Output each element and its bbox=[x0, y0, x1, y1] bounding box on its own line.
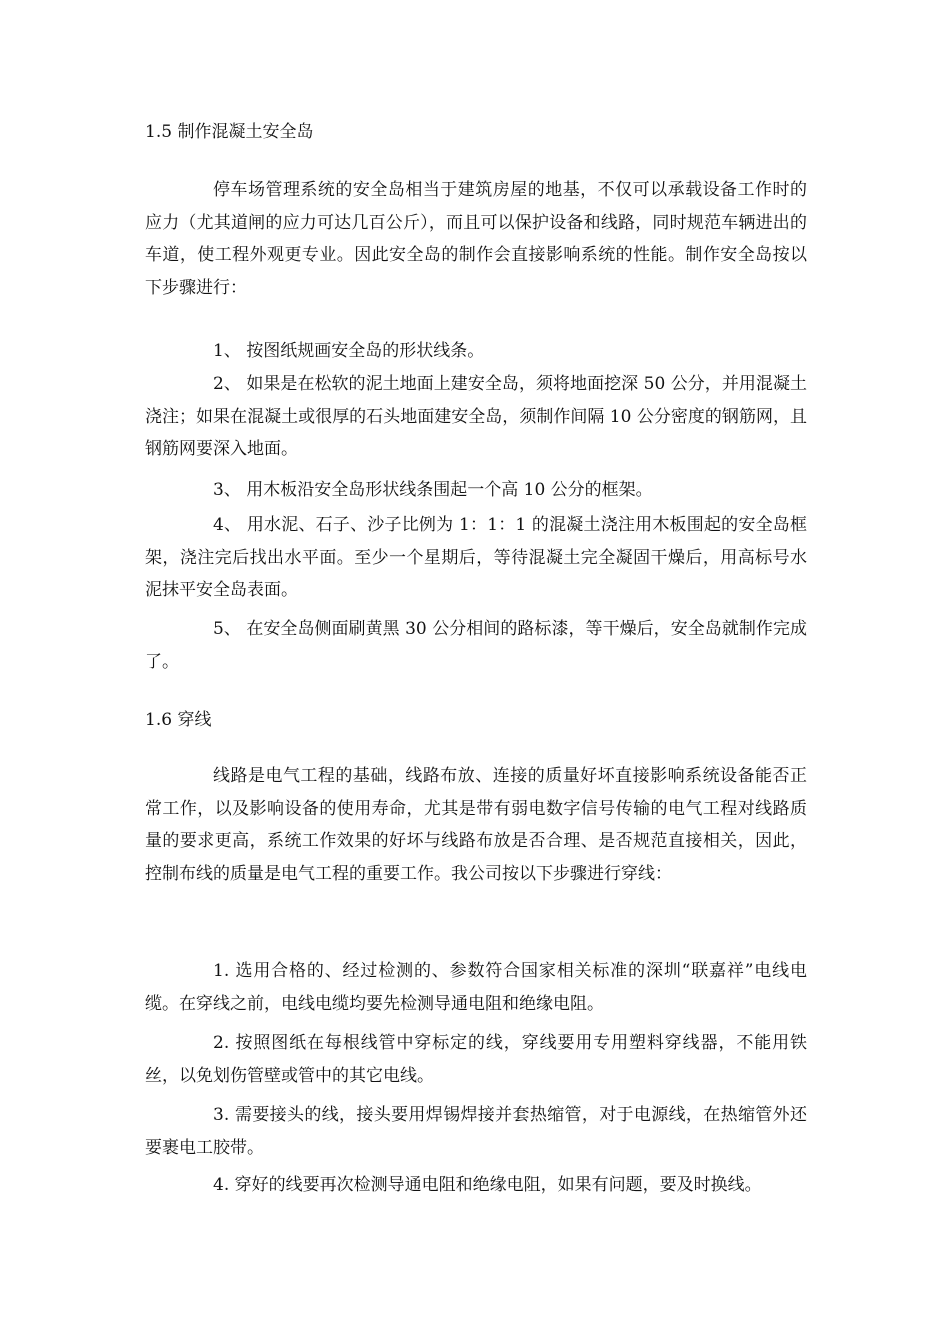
section-1-5-step-5: 5、 在安全岛侧面刷黄黑 30 公分相间的路标漆，等干燥后，安全岛就制作完成了。 bbox=[145, 619, 807, 672]
section-1-5-step-2: 2、 如果是在松软的泥土地面上建安全岛，须将地面挖深 50 公分，并用混凝土浇注；如果在混凝土或很厚的石头地面建安全岛，须制作间隔 10 公分密度的钢筋网，且钢筋网要深入地面。 bbox=[145, 374, 807, 459]
section-1-6-step-1: 1. 选用合格的、经过检测的、参数符合国家相关标准的深圳“联嘉祥”电线电缆。在穿线之前，电线电缆均要先检测导通电阻和绝缘电阻。 bbox=[145, 961, 807, 1014]
section-1-5-step-4: 4、 用水泥、石子、沙子比例为 1：1：1 的混凝土浇注用木板围起的安全岛框架，浇注完后找出水平面。至少一个星期后，等待混凝土完全凝固干燥后，用高标号水泥抹平安全岛表面。 bbox=[145, 515, 807, 600]
section-1-6-step-2: 2. 按照图纸在每根线管中穿标定的线，穿线要用专用塑料穿线器，不能用铁丝，以免划伤管壁或管中的其它电线。 bbox=[145, 1033, 807, 1086]
section-heading-1-6: 1.6 穿线 bbox=[145, 710, 212, 730]
section-1-5-step-3: 3、 用木板沿安全岛形状线条围起一个高 10 公分的框架。 bbox=[213, 480, 653, 500]
section-1-6-step-3: 3. 需要接头的线，接头要用焊锡焊接并套热缩管，对于电源线，在热缩管外还要裹电工胶带。 bbox=[145, 1105, 807, 1158]
section-heading-1-5: 1.5 制作混凝土安全岛 bbox=[145, 122, 314, 142]
section-1-6-intro: 线路是电气工程的基础，线路布放、连接的质量好坏直接影响系统设备能否正常工作，以及影响设备的使用寿命，尤其是带有弱电数字信号传输的电气工程对线路质量的要求更高，系统工作效果的好坏与线路布放是否合理、是否规范直接相关，因此，控制布线的质量是电气工程的重要工作。我公司按以下步骤进行穿线： bbox=[145, 766, 807, 884]
section-1-5-step-1: 1、 按图纸规画安全岛的形状线条。 bbox=[213, 341, 485, 361]
section-1-5-intro: 停车场管理系统的安全岛相当于建筑房屋的地基，不仅可以承载设备工作时的应力（尤其道闸的应力可达几百公斤），而且可以保护设备和线路，同时规范车辆进出的车道，使工程外观更专业。因此安全岛的制作会直接影响系统的性能。制作安全岛按以下步骤进行： bbox=[145, 180, 807, 298]
section-1-6-step-4: 4. 穿好的线要再次检测导通电阻和绝缘电阻，如果有问题，要及时换线。 bbox=[213, 1175, 762, 1195]
